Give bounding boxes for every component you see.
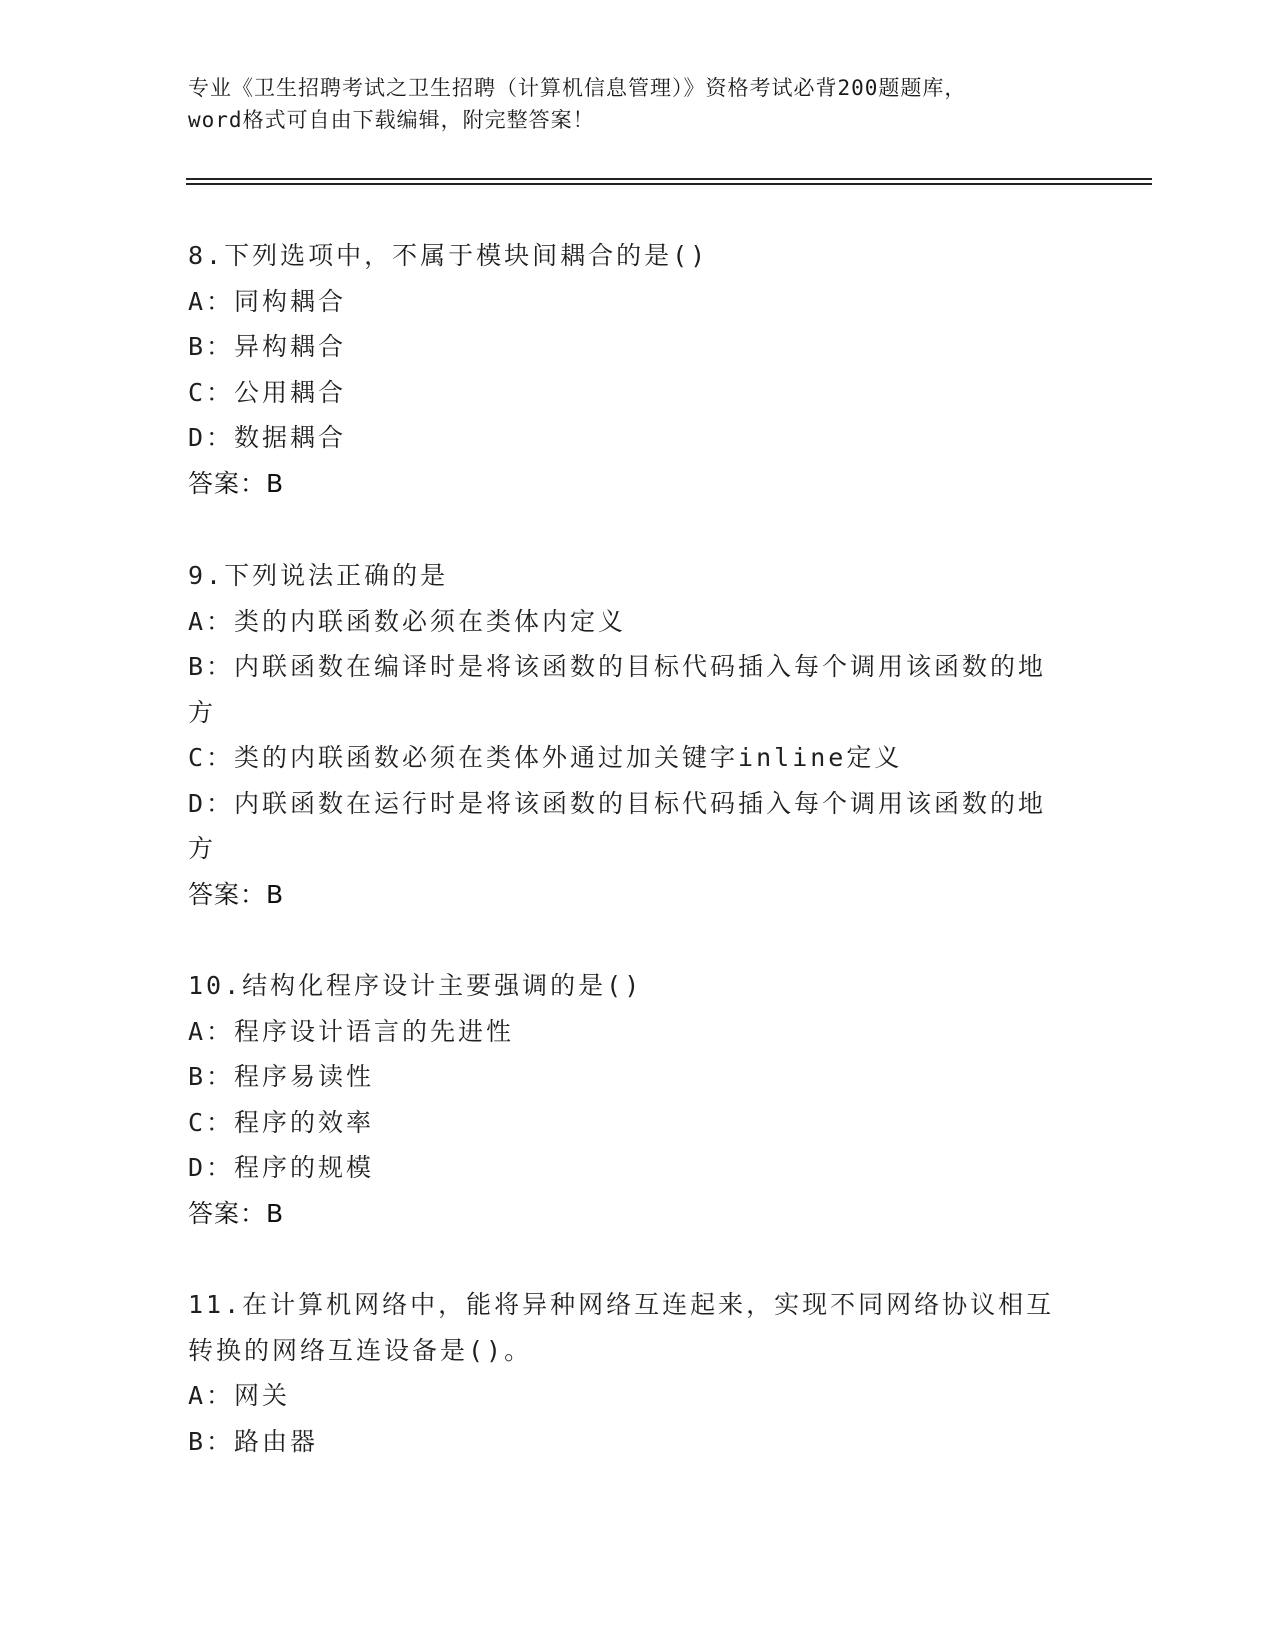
option-c: C：公用耦合 (188, 377, 347, 407)
document-header (188, 72, 1088, 136)
answer: 答案：B (188, 468, 285, 498)
question-stem: 10.结构化程序设计主要强调的是() (188, 971, 643, 1000)
option-a: A：类的内联函数必须在类体内定义 (188, 606, 627, 636)
question-11 (188, 1282, 1088, 1464)
answer: 答案：B (188, 879, 285, 909)
option-b: B：异构耦合 (188, 332, 347, 361)
header-title-line-2: word格式可自由下载编辑，附完整答案！ (188, 108, 595, 132)
option-a: A：同构耦合 (188, 286, 347, 316)
question-stem: 9.下列说法正确的是 (188, 561, 449, 590)
option-c: C：程序的效率 (188, 1107, 375, 1137)
question-8 (188, 233, 1088, 506)
option-b: B：内联函数在编译时是将该函数的目标代码插入每个调用该函数的地方 (188, 652, 1047, 727)
question-10 (188, 963, 1088, 1236)
option-d: D：数据耦合 (188, 423, 347, 452)
option-c: C：类的内联函数必须在类体外通过加关键字inline定义 (188, 743, 903, 772)
header-divider-bottom (186, 183, 1152, 185)
question-stem: 8.下列选项中，不属于模块间耦合的是() (188, 241, 709, 270)
option-b: B：程序易读性 (188, 1062, 375, 1091)
option-a: A：程序设计语言的先进性 (188, 1016, 515, 1046)
header-title-line-1: 专业《卫生招聘考试之卫生招聘（计算机信息管理）》资格考试必背200题题库， (188, 76, 967, 100)
header-divider-top (186, 178, 1152, 180)
question-9 (188, 553, 1088, 917)
option-d: D：程序的规模 (188, 1153, 375, 1182)
option-d: D：内联函数在运行时是将该函数的目标代码插入每个调用该函数的地方 (188, 788, 1047, 863)
question-stem: 11.在计算机网络中，能将异种网络互连起来，实现不同网络协议相互转换的网络互连设备是()。 (188, 1290, 1055, 1365)
option-a: A：网关 (188, 1381, 291, 1410)
answer: 答案：B (188, 1198, 285, 1228)
option-b: B：路由器 (188, 1426, 319, 1456)
